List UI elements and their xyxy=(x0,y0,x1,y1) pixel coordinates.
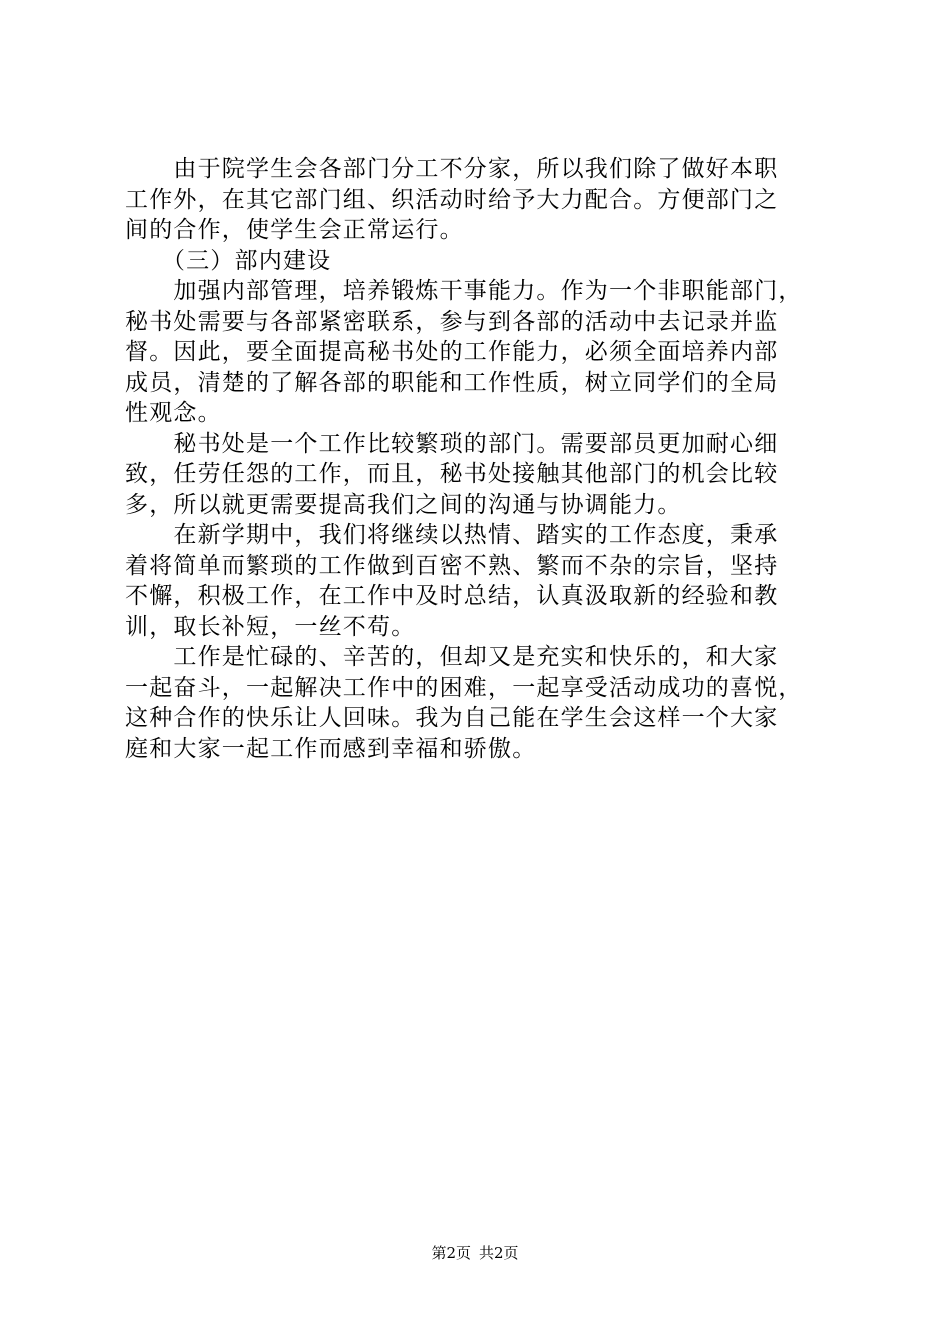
section-heading: （三）部内建设 xyxy=(125,247,332,274)
text-line: 加强内部管理，培养锻炼干事能力。作为一个非职能部门， xyxy=(125,278,803,304)
text-line: 间的合作，使学生会正常运行。 xyxy=(125,217,464,243)
text-line: 这种合作的快乐让人回味。我为自己能在学生会这样一个大家 xyxy=(125,705,779,731)
document-body xyxy=(125,154,845,764)
page-number: 第2页 xyxy=(431,1244,471,1262)
text-line: 秘书处需要与各部紧密联系，参与到各部的活动中去记录并监 xyxy=(125,308,779,335)
text-line: 训，取长补短，一丝不苟。 xyxy=(125,613,416,640)
text-line: 性观念。 xyxy=(125,400,222,426)
text-line: 由于院学生会各部门分工不分家，所以我们除了做好本职 xyxy=(125,156,779,182)
text-line: 工作外，在其它部门组、织活动时给予大力配合。方便部门之 xyxy=(125,186,779,213)
page-footer xyxy=(0,1243,950,1263)
text-line: 成员，清楚的了解各部的职能和工作性质，树立同学们的全局 xyxy=(125,369,779,396)
text-line: 一起奋斗，一起解决工作中的困难，一起享受活动成功的喜悦， xyxy=(125,674,803,701)
text-line: 工作是忙碌的、辛苦的，但却又是充实和快乐的，和大家 xyxy=(125,644,779,670)
text-line: 着将简单而繁琐的工作做到百密不熟、繁而不杂的宗旨，坚持 xyxy=(125,552,779,579)
text-line: 致，任劳任怨的工作，而且，秘书处接触其他部门的机会比较 xyxy=(125,461,779,487)
text-line: 在新学期中，我们将继续以热情、踏实的工作态度，秉承 xyxy=(125,522,779,548)
text-line: 不懈，积极工作，在工作中及时总结，认真汲取新的经验和教 xyxy=(125,583,779,609)
text-line: 多，所以就更需要提高我们之间的沟通与协调能力。 xyxy=(125,491,682,518)
text-line: 秘书处是一个工作比较繁琐的部门。需要部员更加耐心细 xyxy=(125,430,779,457)
text-line: 庭和大家一起工作而感到幸福和骄傲。 xyxy=(125,735,537,762)
text-line: 督。因此，要全面提高秘书处的工作能力，必须全面培养内部 xyxy=(125,339,779,365)
page-total: 共2页 xyxy=(479,1244,519,1262)
